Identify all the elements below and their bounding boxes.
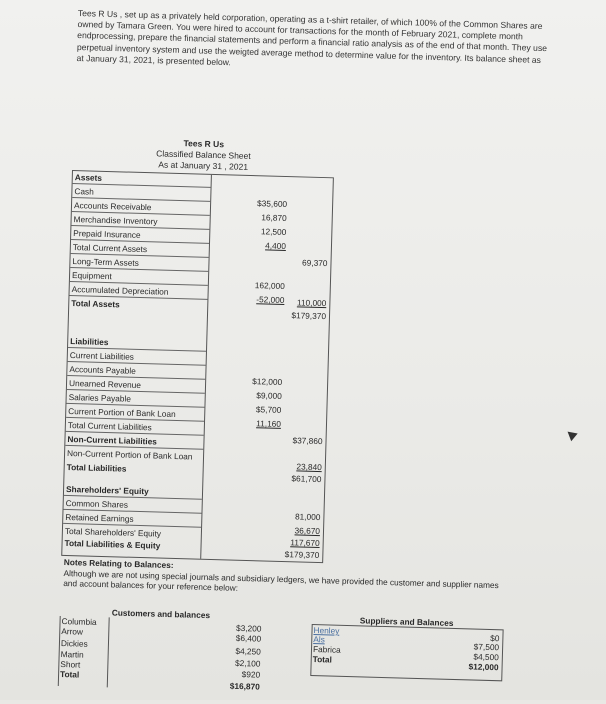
long-term-assets-label: Long-Term Assets [72, 256, 139, 268]
total-current-assets-value: 69,370 [301, 257, 328, 269]
equipment-value: 162,000 [254, 280, 285, 291]
customer-total-amount: $16,870 [229, 680, 260, 692]
customer-name: Columbia [61, 616, 97, 628]
company-name: Tees R Us [183, 138, 225, 150]
total-equity-value: 117,670 [290, 537, 320, 549]
total-liabilities-equity-value: $179,370 [284, 549, 320, 561]
net-long-term-assets-value: 110,000 [296, 297, 327, 309]
common-shares-value: 81,000 [294, 511, 321, 523]
total-equity-label: Total Shareholders' Equity [64, 525, 162, 539]
current-bank-loan-value: 11,160 [256, 418, 282, 429]
customer-amount: $920 [241, 669, 261, 680]
total-liabilities-value: $61,700 [291, 473, 322, 485]
prepaid-value: 12,500 [260, 226, 287, 238]
notes-title: Notes Relating to Balances: [63, 557, 174, 571]
cash-label: Cash [74, 186, 94, 197]
supplier-name: Als [313, 634, 325, 645]
equity-heading: Shareholders' Equity [65, 483, 149, 497]
customer-name: Short [60, 659, 81, 670]
inventory-label: Merchandise Inventory [73, 214, 158, 227]
ar-value: $35,600 [257, 198, 288, 210]
inventory-value: 16,870 [261, 212, 287, 224]
supplier-amount: $7,500 [473, 641, 500, 653]
accounts-payable-label: Accounts Payable [69, 364, 136, 376]
customers-title: Customers and balances [111, 607, 211, 621]
accumulated-depreciation-label: Accumulated Depreciation [71, 284, 169, 297]
customer-amount: $4,250 [235, 645, 261, 657]
total-current-liabilities-value: $37,860 [292, 435, 323, 447]
intro-paragraph: Tees R Us , set up as a privately held corporation, operating as a t-shirt retailer, of which 100% of the Common Shares are owned by Tamara Green. You were hired to account for transactions for the month of February 2021, complete month endprocessing, prepare the financial statements and perform a financial ratio analysis as of the end of that month. They use perpetual inventory system and use the weigted average method to determine value for the inventory. Its balance sheet as at January 31, 2021, is presented below. [76, 8, 548, 68]
total-current-assets-label: Total Current Assets [72, 242, 148, 255]
supplier-amount: $0 [490, 632, 500, 644]
customer-amount: $2,100 [234, 657, 261, 669]
non-current-liabilities-heading: Non-Current Liabilities [67, 433, 158, 447]
notes-body: Although we are not using special journals and subsidiary ledgers, we have provided the customer and supplier names and account balances for your reference below: [63, 567, 499, 593]
non-current-bank-loan-value: 23,840 [296, 461, 322, 473]
current-liabilities-heading: Current Liabilities [69, 350, 135, 362]
prepaid-label: Prepaid Insurance [73, 228, 141, 240]
total-liabilities-label: Total Liabilities [66, 461, 127, 474]
customer-name: Dickies [60, 638, 88, 649]
accounts-payable-value: $12,000 [252, 376, 283, 387]
prepaid-insurance-value: 4,400 [265, 240, 287, 252]
mouse-cursor-icon [564, 428, 577, 441]
suppliers-title: Suppliers and Balances [359, 615, 454, 628]
customer-total-label: Total [59, 669, 80, 680]
balance-sheet-header [133, 137, 274, 174]
common-shares-label: Common Shares [65, 497, 129, 510]
equipment-label: Equipment [71, 270, 112, 282]
assets-heading: Assets [74, 172, 103, 183]
supplier-name: Henley [313, 625, 340, 636]
unearned-revenue-label: Unearned Revenue [68, 378, 142, 391]
statement-title: Classified Balance Sheet [156, 148, 251, 161]
total-assets-label: Total Assets [71, 298, 120, 310]
suppliers-table [310, 614, 508, 679]
unearned-revenue-value: $9,000 [256, 390, 282, 401]
supplier-total-label: Total [312, 654, 333, 665]
total-liabilities-equity-label: Total Liabilities & Equity [64, 537, 161, 551]
current-bank-loan-label: Current Portion of Bank Loan [68, 405, 176, 419]
customers-table [57, 606, 279, 704]
ar-label: Accounts Receivable [73, 200, 152, 213]
retained-earnings-label: Retained Earnings [65, 511, 134, 524]
retained-earnings-value: 36,670 [294, 525, 321, 537]
statement-date: As at January 31 , 2021 [158, 159, 249, 172]
customer-amount: $6,400 [235, 632, 262, 644]
non-current-bank-loan-label: Non-Current Portion of Bank Loan [66, 447, 193, 462]
salaries-payable-label: Salaries Payable [68, 391, 132, 404]
liabilities-heading: Liabilities [70, 336, 109, 348]
supplier-total-amount: $12,000 [468, 661, 499, 673]
customer-name: Martin [60, 649, 84, 660]
balance-sheet [61, 138, 334, 563]
total-assets-value: $179,370 [291, 310, 327, 322]
accumulated-depreciation-value: -52,000 [256, 294, 285, 305]
supplier-name: Fabrica [312, 644, 341, 655]
supplier-amount: $4,500 [473, 651, 500, 663]
total-current-liabilities-label: Total Current Liabilities [67, 419, 152, 433]
customer-amount: $3,200 [235, 622, 262, 634]
customer-name: Arrow [61, 626, 84, 637]
salaries-payable-value: $5,700 [255, 404, 282, 415]
notes-section [63, 557, 504, 601]
